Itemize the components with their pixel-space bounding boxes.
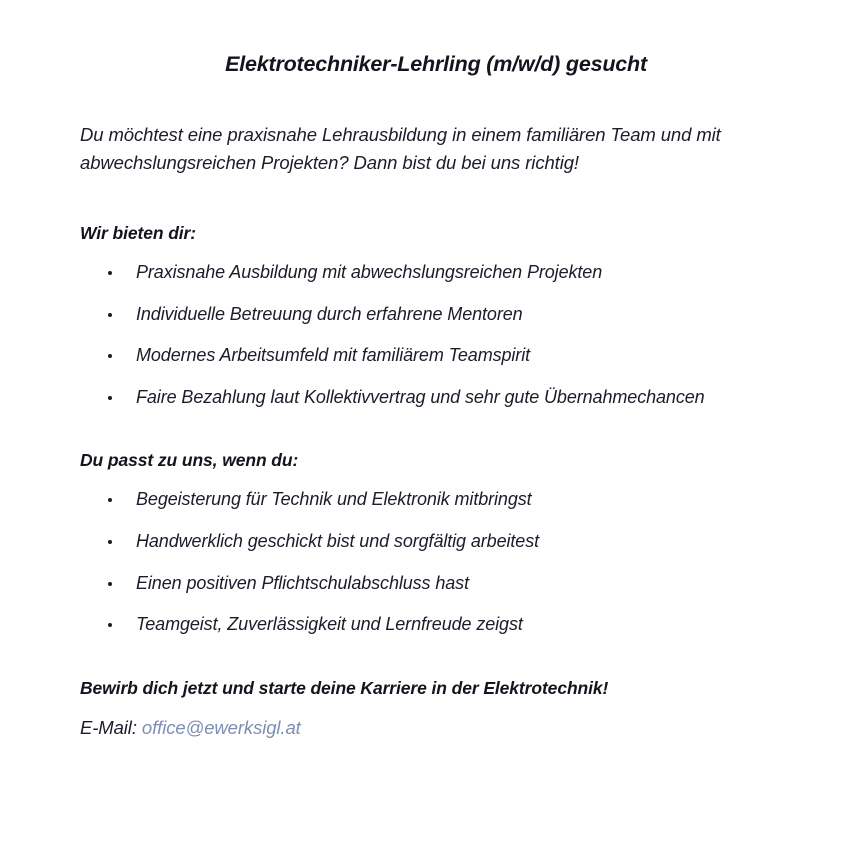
email-link[interactable]: office@ewerksigl.at <box>141 717 301 739</box>
contact-line <box>80 717 792 739</box>
requirements-list <box>80 487 792 637</box>
list-item: Modernes Arbeitsumfeld mit familiärem Teamspirit <box>80 343 792 369</box>
section-heading-requirements: Du passt zu uns, wenn du: <box>80 450 299 471</box>
list-item: Einen positiven Pflichtschulabschluss hast <box>80 571 792 597</box>
benefits-list <box>80 260 792 410</box>
section-heading-benefits: Wir bieten dir: <box>80 223 196 244</box>
list-item: Praxisnahe Ausbildung mit abwechslungsreichen Projekten <box>80 260 792 286</box>
document-content <box>80 52 792 758</box>
list-item: Individuelle Betreuung durch erfahrene Mentoren <box>80 302 792 328</box>
email-label: E-Mail: <box>80 717 137 739</box>
list-item: Begeisterung für Technik und Elektronik mitbringst <box>80 487 792 513</box>
list-item: Teamgeist, Zuverlässigkeit und Lernfreude zeigst <box>80 612 792 638</box>
call-to-action: Bewirb dich jetzt und starte deine Karriere in der Elektrotechnik! <box>80 677 609 698</box>
green-leaf-logo <box>326 0 526 20</box>
page-title: Elektrotechniker-Lehrling (m/w/d) gesucht <box>225 52 647 76</box>
list-item: Faire Bezahlung laut Kollektivvertrag und sehr gute Übernahmechancen <box>80 385 792 411</box>
list-item: Handwerklich geschickt bist und sorgfältig arbeitest <box>80 529 792 555</box>
intro-paragraph: Du möchtest eine praxisnahe Lehrausbildung in einem familiären Team und mit abwechslungsreichen Projekten? Dann bist du bei uns richtig! <box>80 124 721 174</box>
